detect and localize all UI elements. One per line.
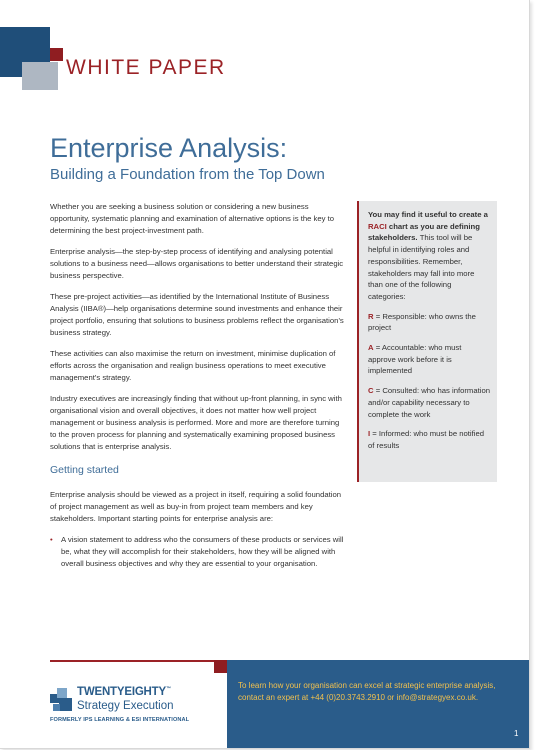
bullet-icon: • [50, 534, 53, 544]
raci-highlight: RACI [368, 221, 387, 231]
decorative-square-red [50, 48, 63, 61]
raci-text: = Consulted: who has information and/or capability necessary to complete the work [368, 386, 491, 419]
logo-name [77, 686, 171, 698]
sidebar-intro-text: chart as you are defining stakeholders. [368, 221, 480, 243]
logo-former-note: FORMERLY IPS LEARNING & ESI INTERNATIONAL [50, 717, 190, 723]
raci-letter: R [368, 311, 374, 321]
raci-letter: C [368, 386, 374, 396]
raci-text: = Responsible: who owns the project [368, 311, 476, 333]
raci-item-i [368, 428, 490, 451]
raci-sidebar [357, 201, 497, 482]
sidebar-intro-text: You may find it useful to create a [368, 210, 488, 219]
paragraph: Enterprise analysis—the step-by-step process of identifying and analysing potential solutions to a business need—allows organisations to better understand their strategic business perspective. [50, 247, 344, 281]
raci-item-c [368, 385, 490, 420]
footer-cta-panel [227, 660, 529, 748]
section-heading: Getting started [50, 464, 119, 477]
paragraph: Industry executives are increasingly finding that without up-front planning, in sync with organisational vision and overall objectives, it does not matter how well project management or business analysis is performed. More and more are therefore turning to the proven process for planning and systematically examining proposed business solutions that is enterprise analysis. [50, 394, 342, 452]
raci-item-r [368, 311, 490, 334]
trademark: ™ [165, 686, 171, 692]
logo-mark-icon [50, 688, 74, 714]
decorative-square-gray [22, 62, 58, 90]
footer-divider [50, 660, 225, 662]
page-number: 1 [514, 729, 519, 738]
page-title: Enterprise Analysis: [50, 133, 288, 163]
white-paper-label: WHITE PAPER [66, 56, 226, 79]
main-column [50, 201, 345, 579]
bullet-text: A vision statement to address who the consumers of these products or services will be, what they will accomplish for their stakeholders, how they will be aligned with overall business objectives and why they are essential to your organisation. [61, 534, 344, 568]
raci-letter: A [368, 343, 374, 353]
raci-letter: I [368, 429, 371, 439]
paragraph: Enterprise analysis should be viewed as a project in itself, requiring a solid foundation of project management as well as buy-in from project team members and key stakeholders. Important starting points for enterprise analysis are: [50, 489, 342, 523]
sidebar-intro-rest: This tool will be helpful in identifying roles and responsibilities. Remember, stakeholders may fall into more than one of the following categories: [368, 233, 475, 301]
paragraph: These activities can also maximise the return on investment, minimise duplication of efforts across the organisation and realign business operations to meet executive management's strategy. [50, 349, 336, 383]
sidebar-intro [368, 209, 490, 303]
bullet-item [50, 534, 345, 570]
raci-item-a [368, 342, 490, 377]
raci-text: = Accountable: who must approve work before it is implemented [368, 343, 462, 376]
logo-name-text: TWENTYEIGHTY [77, 686, 166, 698]
footer-cta-text: To learn how your organisation can excel at strategic enterprise analysis, contact an expert at +44 (0)20.3743.2910 or info@strategyex.co.uk. [238, 681, 496, 702]
logo-subtitle: Strategy Execution [77, 700, 174, 712]
footer-square-red [214, 660, 227, 673]
raci-text: = Informed: who must be notified of results [368, 429, 485, 450]
page-subtitle: Building a Foundation from the Top Down [50, 166, 325, 183]
paragraph: Whether you are seeking a business solution or considering a new business opportunity, systematic planning and examination of alternative options is the key to determining the best project-investment path. [50, 202, 335, 236]
paragraph: These pre-project activities—as identified by the International Institute of Business Analysis (IIBA®)—help organisations determine sound investments and enhance their project portfolio, ensuring that solutions to business problems reflect the organisation's business strategy. [50, 292, 344, 338]
